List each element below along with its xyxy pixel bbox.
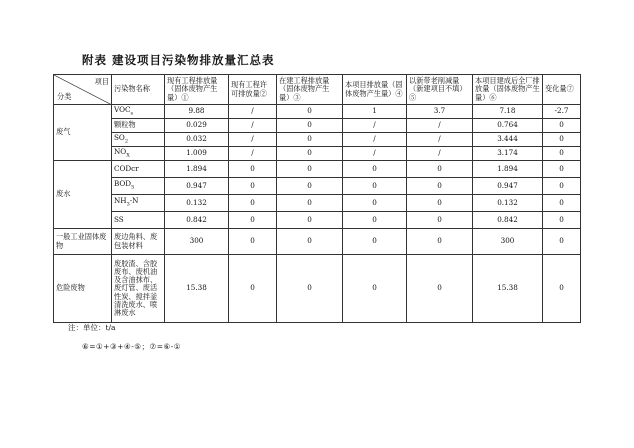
- value-col7: 0: [543, 255, 581, 323]
- value-col1: 9.88: [165, 105, 229, 119]
- value-col3: 0: [277, 178, 343, 195]
- header-col6: 本项目建成后全厂排放量（固体废物产生量）⑥: [473, 75, 543, 105]
- value-col3: 0: [277, 212, 343, 229]
- unit-note: 注：单位：t/a: [68, 323, 116, 332]
- header-col7: 变化量⑦: [543, 75, 581, 105]
- value-col6: 0.842: [473, 212, 543, 229]
- table-row: [54, 133, 581, 147]
- pollutant-name: 废边角料、废包装材料: [112, 229, 165, 255]
- value-col5: 0: [407, 161, 473, 178]
- pollutant-name: $NO_X$: [112, 147, 165, 161]
- category-hazardous-waste: 危险废物: [54, 255, 112, 323]
- value-col3: 0: [277, 161, 343, 178]
- value-col5: 0: [407, 229, 473, 255]
- value-col7: 0: [543, 147, 581, 161]
- pollutant-name: $SO_2$: [112, 133, 165, 147]
- pollutant-summary-table: [53, 74, 581, 323]
- value-col7: 0: [543, 178, 581, 195]
- page-title: 附表 建设项目污染物排放量汇总表: [82, 53, 275, 67]
- value-col6: 3.174: [473, 147, 543, 161]
- value-col3: 0: [277, 105, 343, 119]
- value-col1: 300: [165, 229, 229, 255]
- value-col7: 0: [543, 119, 581, 133]
- table-row: [54, 255, 581, 323]
- category-wastewater: 废水: [54, 161, 112, 229]
- corner-top-label: 项目: [94, 77, 109, 86]
- value-col6: 15.38: [473, 255, 543, 323]
- pollutant-name: 废胶渣、含胶废布、废机油及含油抹布、废灯管、废活性炭、搅拌釜清洗废水、喷淋废水: [112, 255, 165, 323]
- value-col2: 0: [229, 161, 277, 178]
- table-row: [54, 195, 581, 212]
- value-col7: 0: [543, 229, 581, 255]
- value-col4: 0: [343, 255, 407, 323]
- table-row: [54, 119, 581, 133]
- value-col3: 0: [277, 119, 343, 133]
- table-row: [54, 178, 581, 195]
- value-col6: 1.894: [473, 161, 543, 178]
- value-col4: 0: [343, 195, 407, 212]
- value-col6: 0.764: [473, 119, 543, 133]
- value-col6: 7.18: [473, 105, 543, 119]
- value-col3: 0: [277, 255, 343, 323]
- value-col7: 0: [543, 161, 581, 178]
- value-col1: 15.38: [165, 255, 229, 323]
- value-col4: 1: [343, 105, 407, 119]
- pollutant-name: 颗粒物: [112, 119, 165, 133]
- value-col6: 300: [473, 229, 543, 255]
- value-col1: 1.009: [165, 147, 229, 161]
- table-row: [54, 212, 581, 229]
- value-col7: 0: [543, 212, 581, 229]
- value-col3: 0: [277, 147, 343, 161]
- value-col5: /: [407, 147, 473, 161]
- pollutant-name: CODcr: [112, 161, 165, 178]
- header-pollutant: 污染物名称: [112, 75, 165, 105]
- pollutant-name: $BOD_5$: [112, 178, 165, 195]
- value-col4: 0: [343, 229, 407, 255]
- value-col1: 0.947: [165, 178, 229, 195]
- value-col6: 0.947: [473, 178, 543, 195]
- header-col1: 现有工程排放量（固体废物产生量）①: [165, 75, 229, 105]
- value-col6: 0.132: [473, 195, 543, 212]
- value-col3: 0: [277, 229, 343, 255]
- value-col5: 3.7: [407, 105, 473, 119]
- corner-bottom-label: 分类: [57, 91, 72, 101]
- header-row: [54, 75, 581, 105]
- value-col1: 1.894: [165, 161, 229, 178]
- value-col2: 0: [229, 195, 277, 212]
- table-row: [54, 147, 581, 161]
- value-col4: 0: [343, 161, 407, 178]
- value-col2: 0: [229, 229, 277, 255]
- value-col1: 0.032: [165, 133, 229, 147]
- value-col5: 0: [407, 255, 473, 323]
- value-col5: 0: [407, 212, 473, 229]
- value-col2: /: [229, 133, 277, 147]
- header-col3: 在建工程排放量（固体废物产生量）③: [277, 75, 343, 105]
- category-exhaust-gas: 废气: [54, 105, 112, 161]
- value-col1: 0.132: [165, 195, 229, 212]
- value-col2: 0: [229, 212, 277, 229]
- value-col4: 0: [343, 178, 407, 195]
- value-col4: /: [343, 133, 407, 147]
- category-general-solid-waste: 一般工业固体废物: [54, 229, 112, 255]
- value-col5: 0: [407, 178, 473, 195]
- value-col2: 0: [229, 178, 277, 195]
- header-col2: 现有工程许可排放量②: [229, 75, 277, 105]
- pollutant-name: SS: [112, 212, 165, 229]
- table-row: [54, 161, 581, 178]
- value-col2: /: [229, 119, 277, 133]
- value-col3: 0: [277, 133, 343, 147]
- value-col4: 0: [343, 212, 407, 229]
- value-col2: 0: [229, 255, 277, 323]
- value-col6: 3.444: [473, 133, 543, 147]
- value-col1: 0.029: [165, 119, 229, 133]
- header-col5: 以新带老削减量（新建项目不填）⑤: [407, 75, 473, 105]
- value-col2: /: [229, 105, 277, 119]
- formula-note: ⑥=①+③+④-⑤；⑦=⑥-①: [82, 342, 181, 351]
- header-corner: [54, 75, 112, 105]
- table-row: [54, 229, 581, 255]
- table-row: [54, 105, 581, 119]
- value-col5: 0: [407, 195, 473, 212]
- value-col7: -2.7: [543, 105, 581, 119]
- header-col4: 本项目排放量（固体废物产生量）④: [343, 75, 407, 105]
- value-col5: /: [407, 119, 473, 133]
- value-col7: 0: [543, 133, 581, 147]
- pollutant-name: $NH_3-N$: [112, 195, 165, 212]
- pollutant-name: $VOC_s$: [112, 105, 165, 119]
- value-col3: 0: [277, 195, 343, 212]
- value-col5: /: [407, 133, 473, 147]
- value-col2: /: [229, 147, 277, 161]
- value-col4: /: [343, 147, 407, 161]
- value-col4: /: [343, 119, 407, 133]
- value-col7: 0: [543, 195, 581, 212]
- value-col1: 0.842: [165, 212, 229, 229]
